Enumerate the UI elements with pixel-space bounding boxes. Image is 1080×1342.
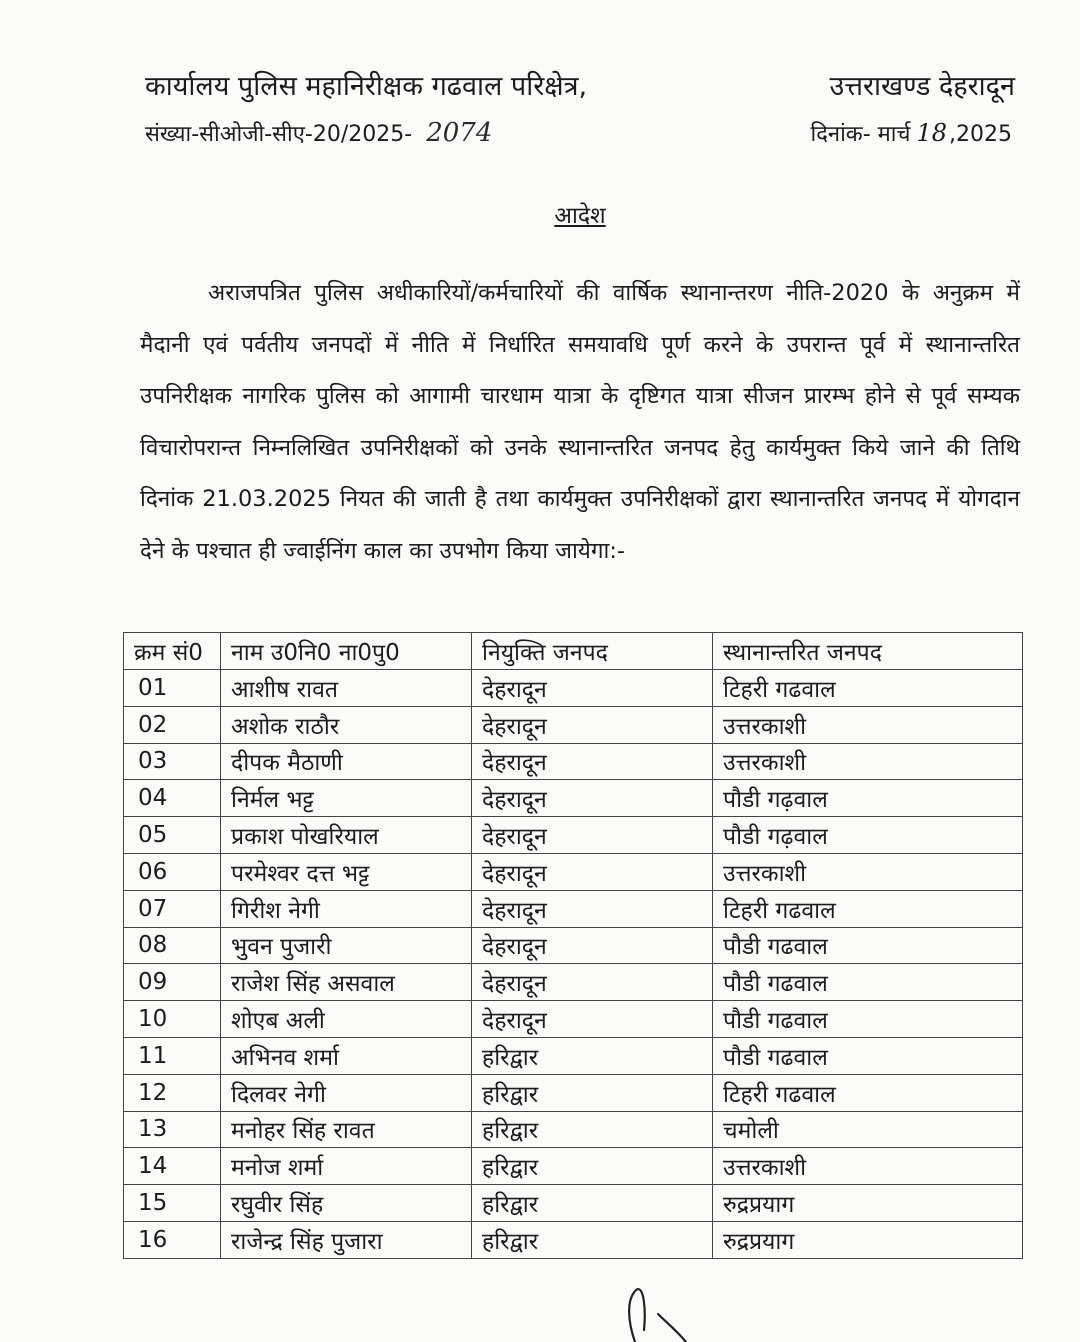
order-date: [811, 118, 1012, 148]
cell-serial: 01: [124, 670, 221, 707]
table-row: [124, 706, 1023, 743]
cell-name: गिरीश नेगी: [221, 890, 472, 927]
cell-posting-district: हरिद्वार: [472, 1185, 713, 1222]
cell-serial: 06: [124, 853, 221, 890]
cell-name: परमेश्वर दत्त भट्ट: [221, 853, 472, 890]
office-heading: [145, 66, 1015, 103]
cell-name: मनोहर सिंह रावत: [221, 1111, 472, 1148]
cell-transfer-district: रुद्रप्रयाग: [713, 1221, 1023, 1258]
cell-posting-district: हरिद्वार: [472, 1111, 713, 1148]
cell-serial: 07: [124, 890, 221, 927]
cell-posting-district: देहरादून: [472, 853, 713, 890]
cell-posting-district: देहरादून: [472, 927, 713, 964]
cell-name: अशोक राठौर: [221, 706, 472, 743]
table-row: [124, 853, 1023, 890]
cell-transfer-district: उत्तरकाशी: [713, 1148, 1023, 1185]
cell-posting-district: देहरादून: [472, 706, 713, 743]
header-name: नाम उ0नि0 ना0पु0: [221, 633, 472, 670]
cell-transfer-district: पौडी गढवाल: [713, 1001, 1023, 1038]
cell-transfer-district: पौडी गढवाल: [713, 964, 1023, 1001]
cell-posting-district: देहरादून: [472, 890, 713, 927]
order-title: आदेश: [554, 203, 606, 229]
cell-transfer-district: पौडी गढवाल: [713, 927, 1023, 964]
cell-transfer-district: टिहरी गढवाल: [713, 890, 1023, 927]
cell-serial: 09: [124, 964, 221, 1001]
cell-name: रघुवीर सिंह: [221, 1185, 472, 1222]
cell-serial: 02: [124, 706, 221, 743]
cell-name: शोएब अली: [221, 1001, 472, 1038]
cell-name: प्रकाश पोखरियाल: [221, 817, 472, 854]
cell-serial: 03: [124, 743, 221, 780]
cell-serial: 15: [124, 1185, 221, 1222]
cell-posting-district: देहरादून: [472, 780, 713, 817]
signature-mark: [600, 1270, 720, 1342]
cell-name: दिलवर नेगी: [221, 1074, 472, 1111]
transfer-table: [123, 632, 1023, 1259]
header-posting-district: नियुक्ति जनपद: [472, 633, 713, 670]
table-row: [124, 1037, 1023, 1074]
table-row: [124, 780, 1023, 817]
table-row: [124, 1111, 1023, 1148]
cell-name: आशीष रावत: [221, 670, 472, 707]
cell-name: निर्मल भट्ट: [221, 780, 472, 817]
cell-serial: 13: [124, 1111, 221, 1148]
reference-number: [145, 118, 492, 148]
handwritten-reference-number: 2074: [426, 118, 493, 148]
cell-serial: 12: [124, 1074, 221, 1111]
cell-name: दीपक मैठाणी: [221, 743, 472, 780]
table-row: [124, 817, 1023, 854]
cell-serial: 14: [124, 1148, 221, 1185]
table-row: [124, 1074, 1023, 1111]
cell-transfer-district: उत्तरकाशी: [713, 706, 1023, 743]
cell-serial: 04: [124, 780, 221, 817]
table-row: [124, 1185, 1023, 1222]
date-prefix: दिनांक- मार्च: [810, 122, 911, 147]
cell-serial: 08: [124, 927, 221, 964]
cell-posting-district: देहरादून: [472, 1001, 713, 1038]
table-row: [124, 743, 1023, 780]
header-transfer-district: स्थानान्तरित जनपद: [713, 633, 1023, 670]
cell-transfer-district: रुद्रप्रयाग: [713, 1185, 1023, 1222]
cell-name: भुवन पुजारी: [221, 927, 472, 964]
cell-name: अभिनव शर्मा: [221, 1037, 472, 1074]
table-row: [124, 1148, 1023, 1185]
cell-posting-district: हरिद्वार: [472, 1148, 713, 1185]
reference-prefix: संख्या-सीओजी-सीए-20/2025-: [145, 122, 413, 147]
table-header-row: [124, 633, 1023, 670]
cell-serial: 16: [124, 1221, 221, 1258]
cell-transfer-district: टिहरी गढवाल: [713, 670, 1023, 707]
table-row: [124, 890, 1023, 927]
table-body: [124, 670, 1023, 1259]
office-name: कार्यालय पुलिस महानिरीक्षक गढवाल परिक्षेत्र,: [145, 71, 588, 102]
handwritten-date-day: 18: [916, 119, 948, 147]
cell-posting-district: देहरादून: [472, 670, 713, 707]
cell-transfer-district: पौडी गढ़वाल: [713, 817, 1023, 854]
cell-posting-district: हरिद्वार: [472, 1037, 713, 1074]
cell-name: राजेश सिंह असवाल: [221, 964, 472, 1001]
table-row: [124, 927, 1023, 964]
cell-transfer-district: उत्तरकाशी: [713, 743, 1023, 780]
table-row: [124, 670, 1023, 707]
cell-transfer-district: उत्तरकाशी: [713, 853, 1023, 890]
cell-serial: 10: [124, 1001, 221, 1038]
cell-posting-district: हरिद्वार: [472, 1221, 713, 1258]
cell-transfer-district: चमोली: [713, 1111, 1023, 1148]
table-row: [124, 1001, 1023, 1038]
cell-transfer-district: पौडी गढवाल: [713, 1037, 1023, 1074]
cell-posting-district: देहरादून: [472, 964, 713, 1001]
office-location: उत्तराखण्ड देहरादून: [829, 71, 1015, 102]
cell-name: मनोज शर्मा: [221, 1148, 472, 1185]
cell-serial: 05: [124, 817, 221, 854]
cell-posting-district: देहरादून: [472, 743, 713, 780]
table-row: [124, 964, 1023, 1001]
order-body: अराजपत्रित पुलिस अधीकारियों/कर्मचारियों की वार्षिक स्थानान्तरण नीति-2020 के अनुक्रम में मैदानी एवं पर्वतीय जनपदों में नीति में निर्धारित समयावधि पूर्ण करने के उपरान्त पूर्व में स्थानान्तरित उपनिरीक्षक नागरिक पुलिस को आगामी चारधाम यात्रा के दृष्टिगत यात्रा सीजन प्रारम्भ होने से पूर्व सम्यक विचारोपरान्त निम्नलिखित उपनिरीक्षकों को उनके स्थानान्तरित जनपद हेतु कार्यमुक्त किये जाने की तिथि दिनांक 21.03.2025 नियत की जाती है तथा कार्यमुक्त उपनिरीक्षकों द्वारा स्थानान्तरित जनपद में योगदान देने के पश्चात ही ज्वाईनिंग काल का उपभोग किया जायेगा:-: [140, 280, 1020, 564]
date-year: ,2025: [949, 122, 1012, 147]
cell-serial: 11: [124, 1037, 221, 1074]
table-row: [124, 1221, 1023, 1258]
cell-transfer-district: टिहरी गढवाल: [713, 1074, 1023, 1111]
cell-transfer-district: पौडी गढ़वाल: [713, 780, 1023, 817]
cell-posting-district: हरिद्वार: [472, 1074, 713, 1111]
cell-posting-district: देहरादून: [472, 817, 713, 854]
header-serial: क्रम सं0: [124, 633, 221, 670]
cell-name: राजेन्द्र सिंह पुजारा: [221, 1221, 472, 1258]
